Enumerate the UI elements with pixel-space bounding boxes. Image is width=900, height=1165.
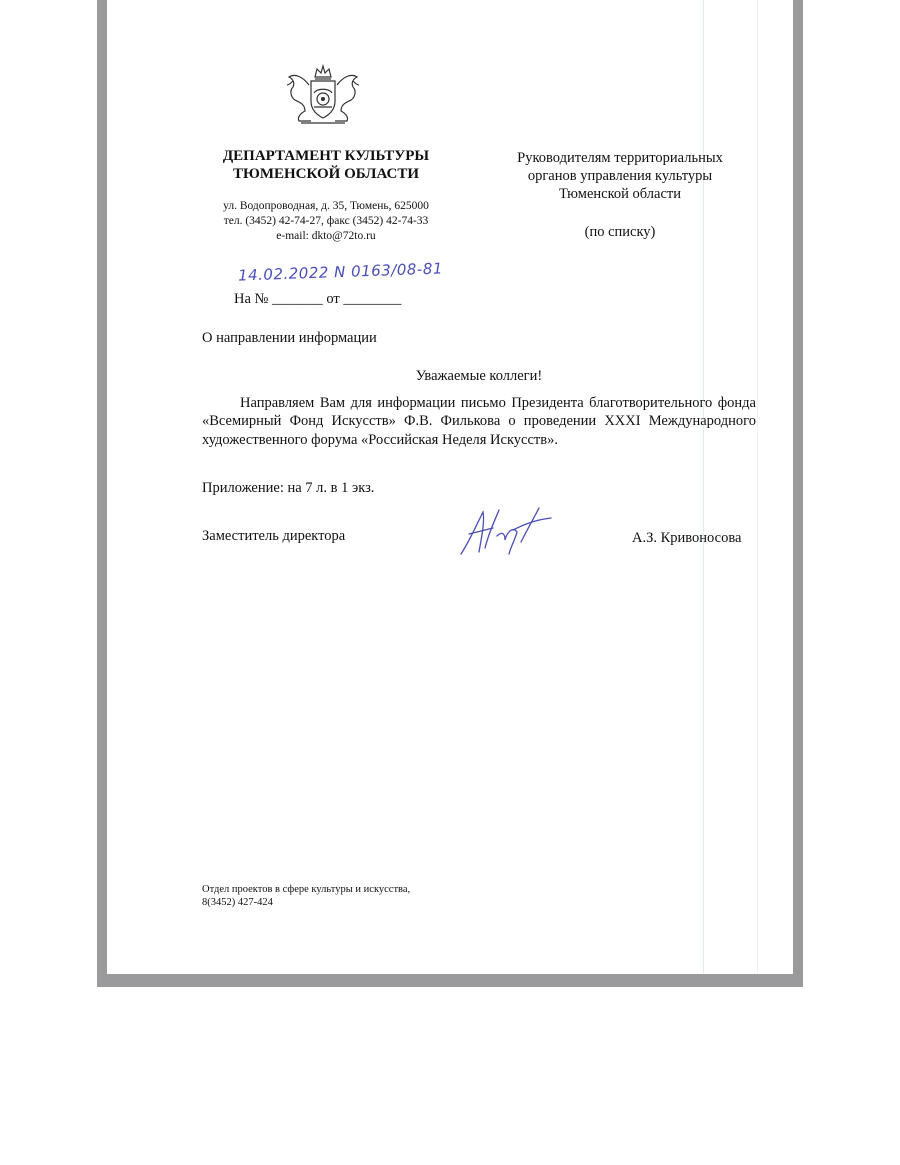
recipient-line3: Тюменской области xyxy=(559,186,681,202)
department-title-line2: ТЮМЕНСКОЙ ОБЛАСТИ xyxy=(232,166,420,182)
signatory-name: А.З. Кривоносова xyxy=(632,530,742,546)
coat-of-arms-icon xyxy=(281,63,365,127)
footer-phone: 8(3452) 427-424 xyxy=(202,897,273,908)
sender-phone: тел. (3452) 42-74-27, факс (3452) 42-74-33 xyxy=(223,215,429,227)
reference-line: На № _______ от ________ xyxy=(234,291,402,307)
attachment-note: Приложение: на 7 л. в 1 экз. xyxy=(202,480,375,496)
letter-subject: О направлении информации xyxy=(202,330,377,346)
recipient-note: (по списку) xyxy=(584,224,656,240)
recipient-line2: органов управления культуры xyxy=(527,168,713,184)
signatory-position: Заместитель директора xyxy=(202,528,346,544)
fold-line xyxy=(757,0,758,974)
sender-email: e-mail: dkto@72to.ru xyxy=(276,230,376,242)
footer-department: Отдел проектов в сфере культуры и искусства, xyxy=(202,884,411,895)
greeting: Уважаемые коллеги! xyxy=(415,368,543,384)
sender-address: ул. Водопроводная, д. 35, Тюмень, 625000 xyxy=(223,200,429,212)
handwritten-signature xyxy=(455,502,555,562)
fold-line xyxy=(703,0,704,974)
recipient-line1: Руководителям территориальных xyxy=(517,150,723,166)
handwritten-registration-number: 14.02.2022 N 0163/08-81 xyxy=(237,259,444,285)
department-title-line1: ДЕПАРТАМЕНТ КУЛЬТУРЫ xyxy=(222,148,430,164)
letter-body: Направляем Вам для информации письмо Президента благотворительного фонда «Всемирный Фонд Искусств» Ф.В. Филькова о проведении XXXI Международного художественного форума «Российская Неделя Искусств». xyxy=(202,395,756,448)
